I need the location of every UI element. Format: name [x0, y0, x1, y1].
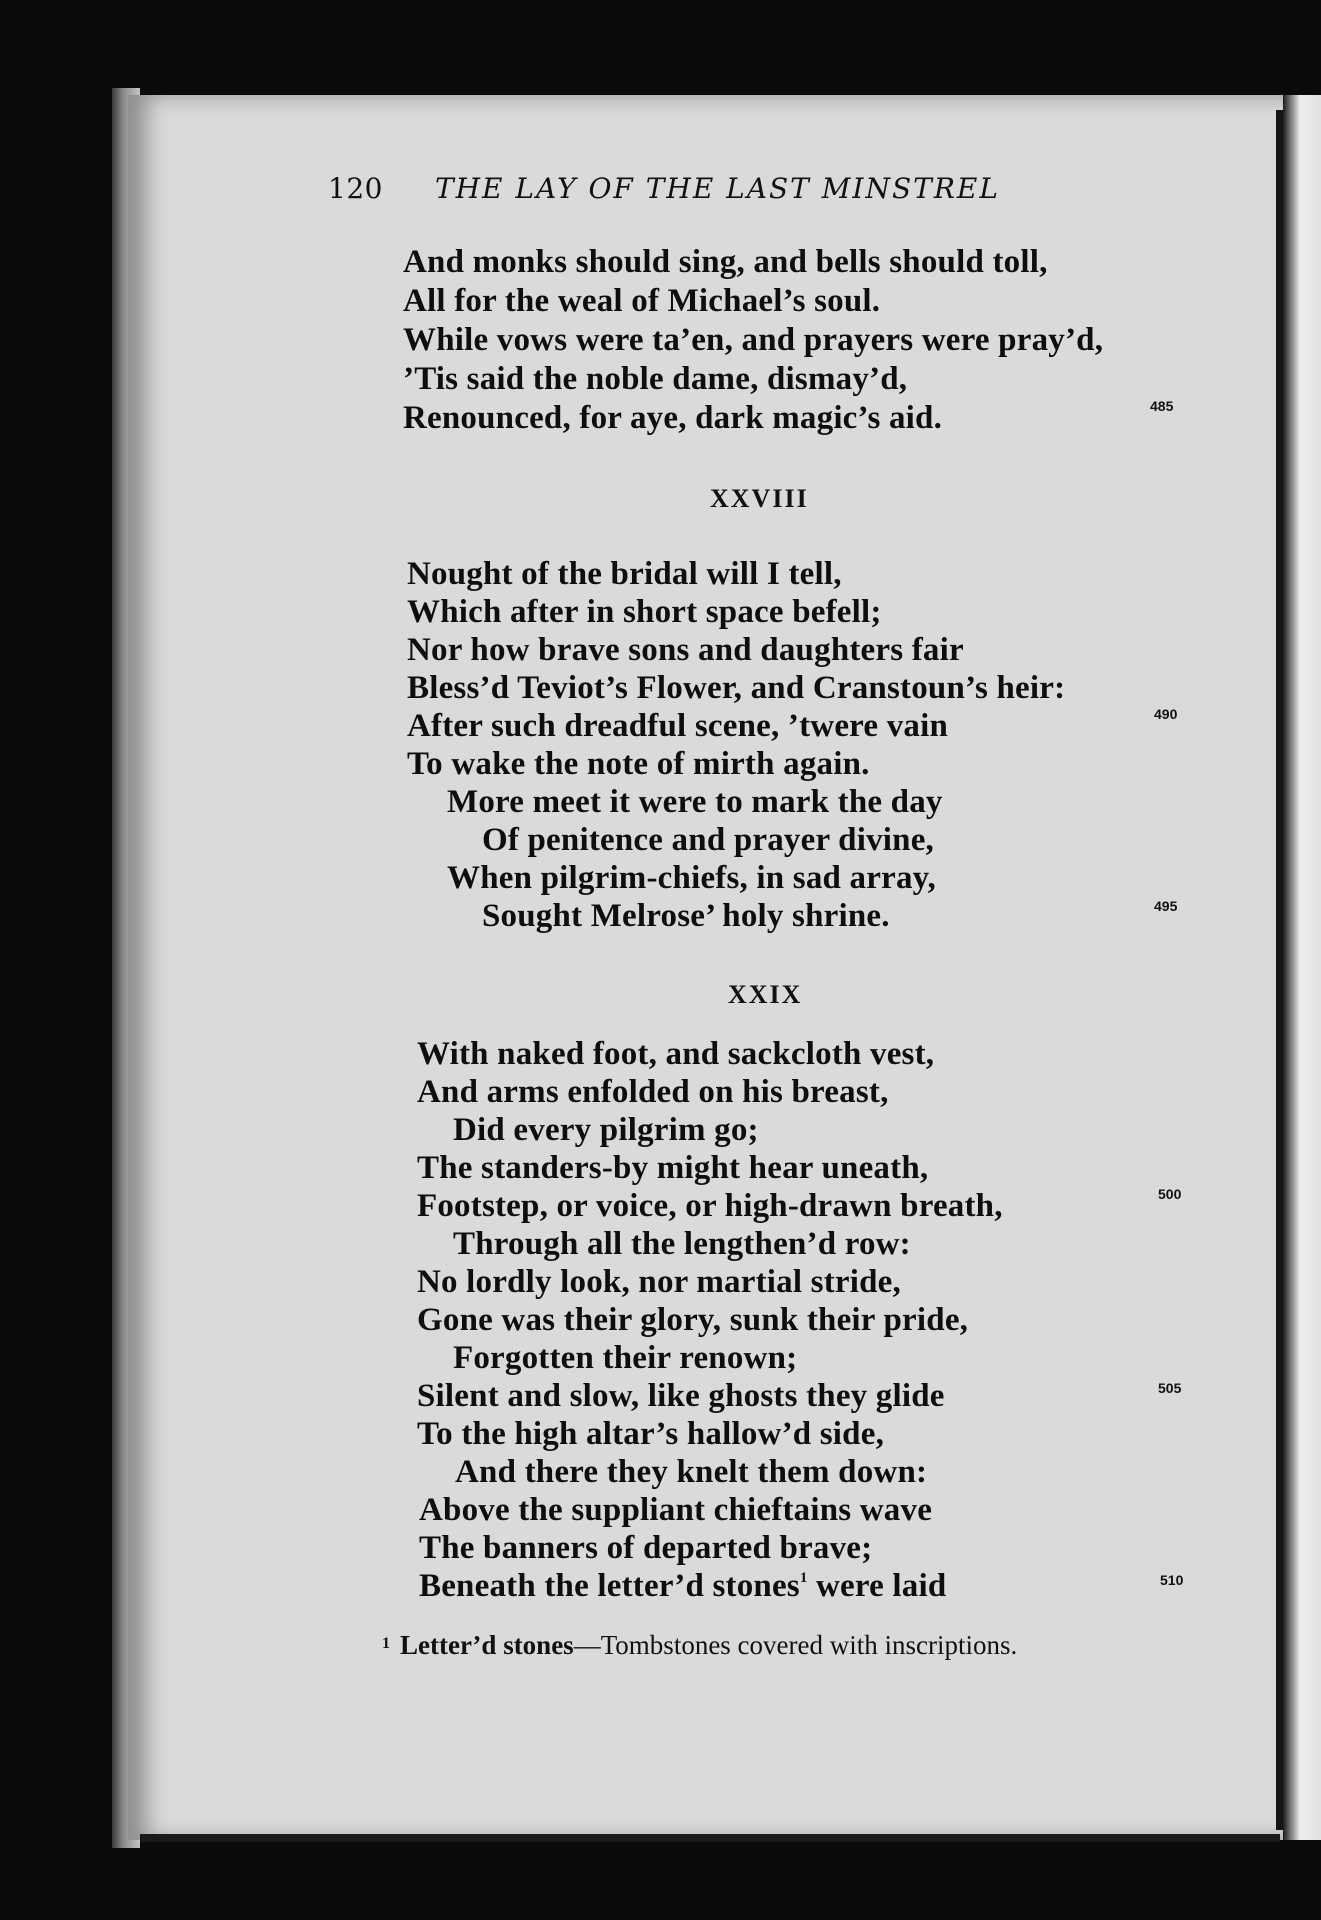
verse-line: ’Tis said the noble dame, dismay’d, — [403, 361, 908, 397]
line-number: 490 — [1154, 706, 1178, 722]
verse-line: And there they knelt them down: — [455, 1454, 928, 1490]
stanza-heading: XXVIII — [710, 484, 809, 513]
line-number: 505 — [1158, 1380, 1182, 1396]
verse-line: No lordly look, nor martial stride, — [417, 1264, 901, 1300]
verse-line-with-footnote — [419, 1568, 946, 1605]
verse-line: Which after in short space befell; — [407, 594, 882, 630]
verse-line: After such dreadful scene, ’twere vain — [407, 708, 949, 744]
line-number: 495 — [1154, 898, 1178, 914]
footnote-reference: 1 — [799, 1570, 808, 1586]
verse-line: Gone was their glory, sunk their pride, — [417, 1302, 969, 1338]
page-bottom-edge — [140, 1834, 1280, 1842]
verse-line: Nought of the bridal will I tell, — [407, 556, 842, 592]
verse-line: With naked foot, and sackcloth vest, — [417, 1036, 935, 1072]
verse-line: Above the suppliant chieftains wave — [419, 1492, 933, 1528]
verse-line: To wake the note of mirth again. — [407, 746, 870, 782]
footnote — [382, 1630, 1017, 1661]
line-number: 500 — [1158, 1186, 1182, 1202]
verse-line: Silent and slow, like ghosts they glide — [417, 1378, 945, 1414]
stanza-heading: XXIX — [728, 980, 803, 1009]
line-number: 485 — [1150, 398, 1174, 414]
line-number: 510 — [1160, 1572, 1184, 1588]
verse-text: Beneath the letter’d stones — [419, 1568, 800, 1604]
verse-line: Through all the lengthen’d row: — [453, 1226, 911, 1262]
verse-line: To the high altar’s hallow’d side, — [417, 1416, 885, 1452]
running-title: THE LAY OF THE LAST MINSTREL — [434, 172, 1000, 205]
verse-line: When pilgrim-chiefs, in sad array, — [447, 860, 936, 896]
verse-line: Bless’d Teviot’s Flower, and Cranstoun’s heir: — [407, 670, 1066, 706]
verse-line: Sought Melrose’ holy shrine. — [482, 898, 890, 934]
verse-line: All for the weal of Michael’s soul. — [403, 283, 881, 319]
verse-line: Renounced, for aye, dark magic’s aid. — [403, 400, 943, 436]
page-number: 120 — [328, 172, 383, 205]
verse-line: And arms enfolded on his breast, — [417, 1074, 889, 1110]
footnote-text: —Tombstones covered with inscriptions. — [573, 1630, 1018, 1660]
verse-line: More meet it were to mark the day — [447, 784, 943, 820]
verse-line: And monks should sing, and bells should toll, — [403, 244, 1048, 280]
verse-line: Nor how brave sons and daughters fair — [407, 632, 964, 668]
verse-line: Forgotten their renown; — [453, 1340, 798, 1376]
verse-line: The standers-by might hear uneath, — [417, 1150, 929, 1186]
footnote-marker: 1 — [382, 1635, 390, 1652]
verse-line: The banners of departed brave; — [419, 1530, 873, 1566]
verse-line: Did every pilgrim go; — [453, 1112, 759, 1148]
running-head — [328, 172, 1000, 205]
verse-line: Of penitence and prayer divine, — [482, 822, 935, 858]
verse-line: While vows were ta’en, and prayers were pray’d, — [403, 322, 1104, 358]
verse-text: were laid — [816, 1568, 947, 1604]
verse-line: Footstep, or voice, or high-drawn breath, — [417, 1188, 1003, 1224]
facing-page-edge — [1283, 95, 1321, 1840]
footnote-term: Letter’d stones — [400, 1630, 574, 1660]
